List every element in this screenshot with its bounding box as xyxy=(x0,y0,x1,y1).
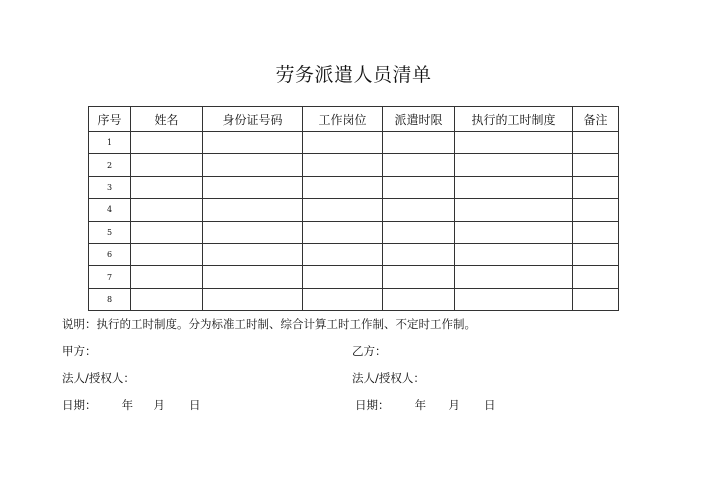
document-title: 劳务派遣人员清单 xyxy=(275,64,432,86)
row-serial-number: 2 xyxy=(89,154,131,176)
row-serial-number: 3 xyxy=(89,176,131,198)
party-b-date-label: 日期： xyxy=(355,398,390,412)
row-serial-number: 1 xyxy=(89,132,131,154)
job-position-cell[interactable] xyxy=(303,199,383,221)
name-cell[interactable] xyxy=(131,199,203,221)
party-b-legal-rep-label: 法人/授权人： xyxy=(352,371,425,385)
name-cell[interactable] xyxy=(131,176,203,198)
name-cell[interactable] xyxy=(131,288,203,310)
table-row xyxy=(89,266,619,288)
table-row xyxy=(89,154,619,176)
job-position-cell[interactable] xyxy=(303,176,383,198)
party-a-month-label: 月 xyxy=(153,398,165,412)
remarks-cell[interactable] xyxy=(573,199,619,221)
table-row xyxy=(89,132,619,154)
job-position-cell[interactable] xyxy=(303,266,383,288)
party-a-date-label: 日期： xyxy=(62,398,97,412)
row-serial-number: 4 xyxy=(89,199,131,221)
header-name: 姓名 xyxy=(131,107,203,132)
row-serial-number: 5 xyxy=(89,221,131,243)
id-number-cell[interactable] xyxy=(203,288,303,310)
header-job-position: 工作岗位 xyxy=(303,107,383,132)
working-hours-cell[interactable] xyxy=(455,132,573,154)
id-number-cell[interactable] xyxy=(203,243,303,265)
party-b-year-label: 年 xyxy=(414,398,427,412)
id-number-cell[interactable] xyxy=(203,132,303,154)
remarks-cell[interactable] xyxy=(573,266,619,288)
working-hours-cell[interactable] xyxy=(455,154,573,176)
row-serial-number: 6 xyxy=(89,243,131,265)
dispatch-period-cell[interactable] xyxy=(383,176,455,198)
remarks-cell[interactable] xyxy=(573,176,619,198)
header-id-number: 身份证号码 xyxy=(203,107,303,132)
working-hours-cell[interactable] xyxy=(455,266,573,288)
party-b-date-line xyxy=(355,397,495,413)
party-a-year-label: 年 xyxy=(121,398,134,412)
party-b-month-label: 月 xyxy=(448,398,460,412)
remarks-cell[interactable] xyxy=(573,154,619,176)
job-position-cell[interactable] xyxy=(303,221,383,243)
id-number-cell[interactable] xyxy=(203,176,303,198)
job-position-cell[interactable] xyxy=(303,132,383,154)
party-a-legal-rep-label: 法人/授权人： xyxy=(62,371,135,385)
dispatch-period-cell[interactable] xyxy=(383,266,455,288)
name-cell[interactable] xyxy=(131,243,203,265)
remarks-cell[interactable] xyxy=(573,243,619,265)
job-position-cell[interactable] xyxy=(303,154,383,176)
row-serial-number: 7 xyxy=(89,266,131,288)
table-row xyxy=(89,221,619,243)
name-cell[interactable] xyxy=(131,266,203,288)
dispatch-period-cell[interactable] xyxy=(383,243,455,265)
remarks-cell[interactable] xyxy=(573,288,619,310)
personnel-table xyxy=(88,106,619,311)
explanation-note: 说明：执行的工时制度。分为标准工时制、综合计算工时工作制、不定时工作制。 xyxy=(62,317,476,331)
working-hours-cell[interactable] xyxy=(455,221,573,243)
job-position-cell[interactable] xyxy=(303,288,383,310)
table-row xyxy=(89,199,619,221)
remarks-cell[interactable] xyxy=(573,132,619,154)
name-cell[interactable] xyxy=(131,221,203,243)
name-cell[interactable] xyxy=(131,154,203,176)
table-row xyxy=(89,176,619,198)
table-header-row xyxy=(89,107,619,132)
id-number-cell[interactable] xyxy=(203,154,303,176)
header-working-hours-system: 执行的工时制度 xyxy=(455,107,573,132)
remarks-cell[interactable] xyxy=(573,221,619,243)
working-hours-cell[interactable] xyxy=(455,176,573,198)
row-serial-number: 8 xyxy=(89,288,131,310)
party-a-label: 甲方： xyxy=(62,344,97,358)
table-row xyxy=(89,288,619,310)
working-hours-cell[interactable] xyxy=(455,243,573,265)
header-dispatch-period: 派遣时限 xyxy=(383,107,455,132)
id-number-cell[interactable] xyxy=(203,266,303,288)
name-cell[interactable] xyxy=(131,132,203,154)
id-number-cell[interactable] xyxy=(203,199,303,221)
dispatch-period-cell[interactable] xyxy=(383,221,455,243)
party-b-day-label: 日 xyxy=(483,398,496,412)
party-a-day-label: 日 xyxy=(188,398,201,412)
dispatch-period-cell[interactable] xyxy=(383,199,455,221)
header-serial-number: 序号 xyxy=(89,107,131,132)
working-hours-cell[interactable] xyxy=(455,199,573,221)
dispatch-period-cell[interactable] xyxy=(383,154,455,176)
party-b-label: 乙方： xyxy=(352,344,387,358)
party-a-date-line xyxy=(62,397,200,413)
job-position-cell[interactable] xyxy=(303,243,383,265)
working-hours-cell[interactable] xyxy=(455,288,573,310)
id-number-cell[interactable] xyxy=(203,221,303,243)
header-remarks: 备注 xyxy=(573,107,619,132)
dispatch-period-cell[interactable] xyxy=(383,288,455,310)
table-row xyxy=(89,243,619,265)
dispatch-period-cell[interactable] xyxy=(383,132,455,154)
